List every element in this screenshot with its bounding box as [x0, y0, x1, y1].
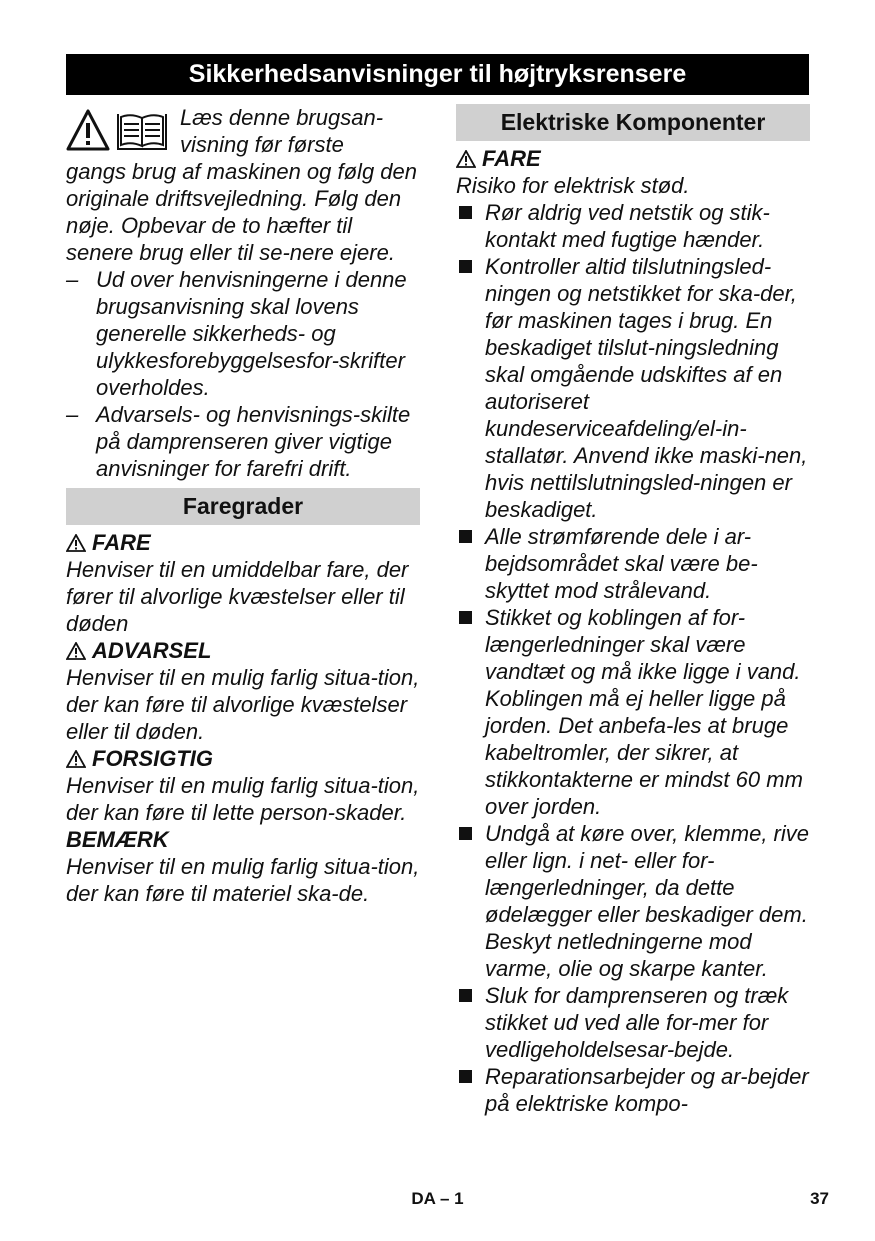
- list-item: [456, 199, 810, 253]
- warning-triangle-icon: [456, 150, 476, 168]
- intro-icons: [66, 108, 174, 152]
- list-item: [456, 1063, 810, 1117]
- list-item-text: Stikket og koblingen af for-længerledninger skal være vandtæt og må ikke ligge i vand. Koblingen må ej heller ligge på jorden. Det anbefa-les at bruge kabeltromler, der sikrer, at stikkontakterne er mindst 60 mm over jorden.: [485, 605, 803, 819]
- intro-block: [66, 104, 420, 266]
- list-item-text: Advarsels- og henvisnings-skilte på damprenseren giver vigtige anvisninger for farefri drift.: [96, 402, 411, 481]
- hazard-levels: [66, 529, 420, 907]
- hazard-description: Henviser til en mulig farlig situa-tion, der kan føre til materiel ska-de.: [66, 854, 420, 906]
- list-item: [456, 523, 810, 604]
- list-item-text: Alle strømførende dele i ar-bejdsområdet skal være be-skyttet mod strålevand.: [485, 524, 758, 603]
- list-item-text: Ud over henvisningerne i denne brugsanvisning skal lovens generelle sikkerheds- og ulykkesforebyggelsesfor-skrifter overholdes.: [96, 267, 407, 400]
- faregrader-heading: Faregrader: [66, 488, 420, 525]
- signal-word-forsigtig: [66, 745, 420, 772]
- list-item-text: Undgå at køre over, klemme, rive eller lign. i net- eller for-længerledninger, da dette ødelægger eller beskadiger dem. Beskyt netledningerne mod varme, olie og skarpe kanter.: [485, 821, 810, 981]
- warning-triangle-icon: [66, 642, 86, 660]
- right-column: [456, 104, 810, 1117]
- square-bullet-icon: [459, 1070, 472, 1083]
- list-item: [456, 604, 810, 820]
- square-bullet-icon: [459, 530, 472, 543]
- page-title: Sikkerhedsanvisninger til højtryksrensere: [66, 54, 809, 95]
- page-number: 37: [810, 1189, 829, 1208]
- signal-word-fare: [66, 529, 420, 556]
- list-item-text: Sluk for damprenseren og træk stikket ud ved alle for-mer for vedligeholdelsesar-bejde.: [485, 983, 789, 1062]
- signal-word-bemaerk: [66, 826, 420, 853]
- intro-list-item: [66, 401, 420, 482]
- intro-list-item: [66, 266, 420, 401]
- square-bullet-icon: [459, 206, 472, 219]
- footer-section-label: DA – 1: [411, 1189, 464, 1208]
- list-item-text: Rør aldrig ved netstik og stik-kontakt med fugtige hænder.: [485, 200, 770, 252]
- signal-label: FARE: [92, 530, 151, 555]
- warning-triangle-icon: [66, 534, 86, 552]
- hazard-description: Henviser til en umiddelbar fare, der fører til alvorlige kvæstelser eller til døden: [66, 557, 409, 636]
- signal-label: FARE: [482, 146, 541, 171]
- square-bullet-icon: [459, 260, 472, 273]
- elektriske-heading: Elektriske Komponenter: [456, 104, 810, 141]
- list-item: [456, 253, 810, 523]
- hazard-description: Henviser til en mulig farlig situa-tion, der kan føre til alvorlige kvæstelser eller til døden.: [66, 665, 420, 744]
- dash-marker: –: [66, 267, 79, 292]
- square-bullet-icon: [459, 989, 472, 1002]
- hazard-description: Henviser til en mulig farlig situa-tion, der kan føre til lette person-skader.: [66, 773, 420, 825]
- list-item: [456, 820, 810, 982]
- intro-line-1: Læs denne brugsan-: [180, 105, 384, 130]
- signal-word-fare: [456, 145, 810, 172]
- signal-word-advarsel: [66, 637, 420, 664]
- square-bullet-icon: [459, 827, 472, 840]
- left-column: [66, 104, 420, 907]
- intro-line-2: visning før første: [180, 132, 344, 157]
- square-bullet-icon: [459, 611, 472, 624]
- electrical-safety-list: [456, 199, 810, 1117]
- list-item: [456, 982, 810, 1063]
- warning-triangle-icon: [68, 111, 108, 149]
- list-item-text: Kontroller altid tilslutningsled-ningen og netstikket for ska-der, før maskinen tages i brug. En beskadiget tilslut-ningsledning skal omgående udskiftes af en autoriseret kundeserviceafdeling/el-in-stallatør. Anvend ikke maski-nen, hvis nettilslutningsled-ningen er beskadiget.: [485, 254, 808, 522]
- manual-book-icon: [118, 114, 166, 149]
- dash-marker: –: [66, 402, 79, 427]
- signal-label: FORSIGTIG: [92, 746, 213, 771]
- risk-text: Risiko for elektrisk stød.: [456, 173, 690, 198]
- warning-triangle-icon: [66, 750, 86, 768]
- signal-label: ADVARSEL: [92, 638, 212, 663]
- intro-list: [66, 266, 420, 482]
- list-item-text: Reparationsarbejder og ar-bejder på elektriske kompo-: [485, 1064, 809, 1116]
- intro-text: gangs brug af maskinen og følg den originale driftsvejledning. Følg den nøje. Opbevar de to hæfter til senere brug eller til se-nere ejere.: [66, 159, 418, 265]
- signal-label: BEMÆRK: [66, 827, 169, 852]
